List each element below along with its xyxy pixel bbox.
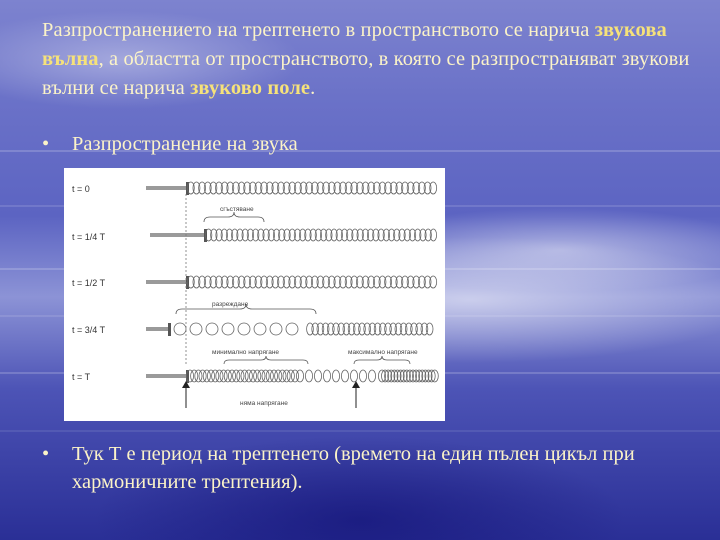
coil: [233, 370, 240, 382]
time-label-3: t = 3/4 T: [72, 325, 106, 335]
coil: [266, 370, 273, 382]
coil: [350, 370, 357, 382]
label-compression: сгъстяване: [220, 206, 254, 213]
coil: [270, 370, 277, 382]
coil: [195, 370, 202, 382]
time-label-2: t = 1/2 T: [72, 278, 106, 288]
bullet-text: Разпространение на звука: [72, 133, 298, 155]
brace-min-tension: [224, 356, 308, 364]
coil: [254, 370, 261, 382]
coil: [286, 323, 298, 335]
coil: [212, 370, 219, 382]
coil: [270, 323, 282, 335]
bullet-text: Тук Т е период на трептенето (времето на един пълен цикъл при хармоничните трептения).: [72, 443, 635, 493]
spring-diagram: [64, 168, 445, 421]
coil: [207, 370, 214, 382]
coil: [199, 370, 206, 382]
label-rarefaction: разреждане: [212, 301, 249, 308]
coil: [258, 370, 265, 382]
sound-propagation-figure: [64, 168, 445, 421]
piston-3: [168, 323, 171, 336]
coil: [190, 323, 202, 335]
coil: [249, 370, 256, 382]
coil: [323, 370, 330, 382]
coil: [341, 370, 348, 382]
coil: [254, 323, 266, 335]
rod-0: [146, 186, 186, 190]
coil: [203, 370, 210, 382]
term-sound-field: звуково поле: [190, 77, 311, 99]
intro-part-3: .: [310, 77, 316, 99]
rod-3: [146, 327, 168, 331]
time-label-1: t = 1/4 T: [72, 232, 106, 242]
coil: [283, 370, 290, 382]
coil: [314, 370, 321, 382]
coil: [241, 370, 248, 382]
coil: [245, 370, 252, 382]
rod-4: [146, 374, 186, 378]
intro-text: [42, 16, 702, 103]
time-label-0: t = 0: [72, 184, 90, 194]
label-min-tension: минимално напрягане: [212, 349, 280, 356]
coil: [426, 323, 433, 335]
brace-compression: [204, 212, 264, 222]
bullet-period-note: [42, 440, 682, 496]
intro-part-1: Разпространението на трептенето в пространството се нарича: [42, 19, 595, 41]
coil: [237, 370, 244, 382]
coil: [228, 370, 235, 382]
term-sound-wave: звукова вълна: [42, 19, 667, 70]
bullet-sound-propagation: [42, 130, 682, 158]
brace-max-tension: [354, 356, 410, 364]
coil: [296, 370, 303, 382]
label-max-tension: максимално напрягане: [348, 349, 418, 356]
coil: [305, 370, 312, 382]
coil: [262, 370, 269, 382]
coil: [220, 370, 227, 382]
coil: [222, 323, 234, 335]
coil: [238, 323, 250, 335]
coil: [279, 370, 286, 382]
rod-2: [146, 280, 186, 284]
bullet-dot: •: [42, 443, 50, 465]
intro-part-2: , а областта от пространството, в която се разпространяват звукови вълни се нарича: [42, 48, 690, 99]
coil: [191, 370, 198, 382]
coil: [174, 323, 186, 335]
time-label-4: t = T: [72, 372, 91, 382]
coil: [332, 370, 339, 382]
coil: [216, 370, 223, 382]
coil: [359, 370, 366, 382]
coil: [275, 370, 282, 382]
coil: [206, 323, 218, 335]
coil: [368, 370, 375, 382]
label-no-tension: няма напрягане: [240, 400, 288, 407]
bullet-dot: •: [42, 133, 50, 155]
coil: [287, 370, 294, 382]
coil: [224, 370, 231, 382]
rod-1: [150, 233, 204, 237]
